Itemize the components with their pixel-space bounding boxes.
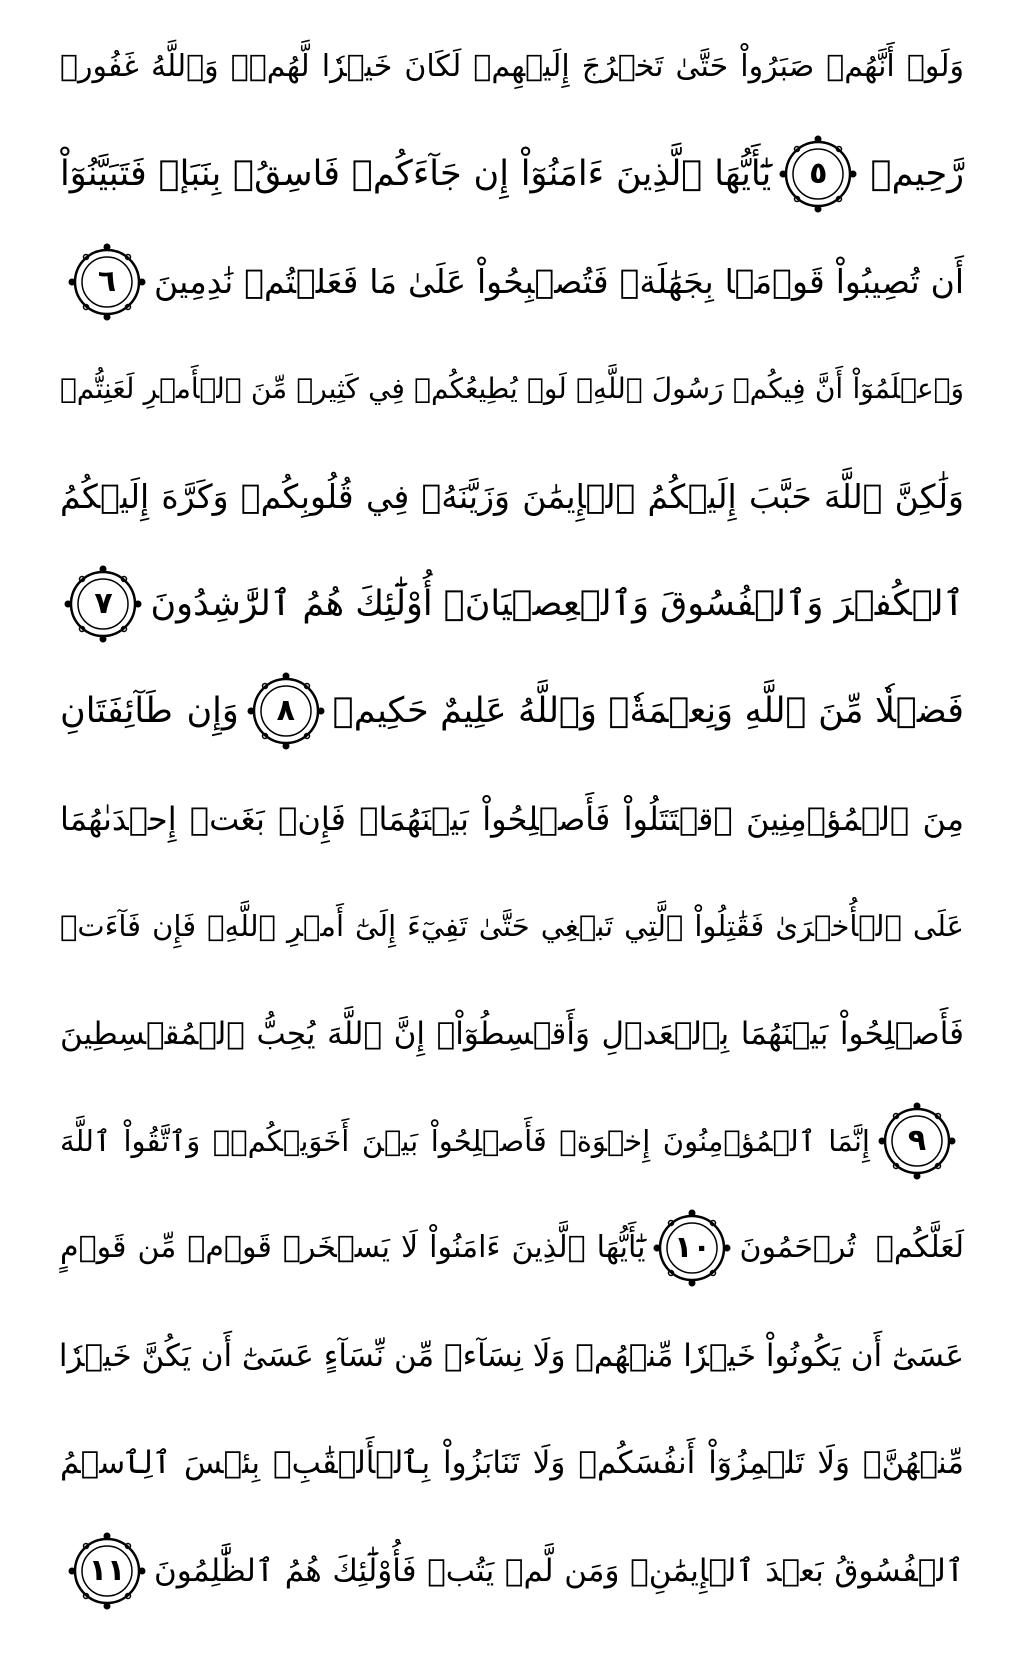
verse-text: لَعَلَّكُمۡ تُرۡحَمُونَ: [739, 1230, 964, 1265]
verse-text: فَضۡلٗا مِّنَ ٱللَّهِ وَنِعۡمَةٗۚ وَٱللَّهُ عَلِيمٌ حَكِيمٞ: [332, 691, 964, 731]
verse-line: [60, 129, 964, 219]
ayah-number-marker: [68, 243, 146, 321]
ayah-number-marker: [878, 1102, 956, 1180]
verse-line: [60, 774, 964, 864]
verse-line: [60, 1311, 964, 1401]
verse-text: إِنَّمَا ٱلۡمُؤۡمِنُونَ إِخۡوَةٞ فَأَصۡلِحُواْ بَيۡنَ أَخَوَيۡكُمۡۚ وَٱتَّقُواْ ٱللَّهَ: [60, 1124, 870, 1158]
ayah-number: ٨: [276, 693, 295, 728]
verse-text: عَسَىٰٓ أَن يَكُونُواْ خَيۡرٗا مِّنۡهُمۡ وَلَا نِسَآءٞ مِّن نِّسَآءٍ عَسَىٰٓ أَن يَكُنَّ خَيۡرٗا: [58, 1338, 964, 1374]
verse-text: مِنَ ٱلۡمُؤۡمِنِينَ ٱقۡتَتَلُواْ فَأَصۡلِحُواْ بَيۡنَهُمَاۖ فَإِنۢ بَغَتۡ إِحۡدَىٰهُمَا: [60, 800, 964, 838]
ayah-number-marker: [64, 565, 142, 643]
verse-text: فَأَصۡلِحُواْ بَيۡنَهُمَا بِٱلۡعَدۡلِ وَأَقۡسِطُوٓاْۖ إِنَّ ٱللَّهَ يُحِبُّ ٱلۡمُقۡسِطِينَ: [60, 1016, 964, 1052]
ayah-number-marker: [68, 1532, 146, 1610]
verse-text: مِّنۡهُنَّۖ وَلَا تَلۡمِزُوٓاْ أَنفُسَكُمۡ وَلَا تَنَابَزُواْ بِٱلۡأَلۡقَٰبِۖ بِئۡسَ ٱلِٱسۡمُ: [60, 1445, 964, 1481]
verse-line: [60, 237, 964, 327]
verse-text: وَإِن طَآئِفَتَانِ: [59, 691, 239, 731]
ayah-number: ٦: [97, 264, 117, 299]
ayah-number: ٥: [809, 156, 828, 191]
verse-line: [60, 344, 964, 434]
ayah-number-marker: [779, 135, 857, 213]
verse-text: يَٰٓأَيُّهَا ٱلَّذِينَ ءَامَنُوٓاْ إِن جَآءَكُمۡ فَاسِقُۢ بِنَبَإٖ فَتَبَيَّنُوٓاْ: [59, 154, 772, 194]
verse-line: [60, 1203, 964, 1293]
verse-text: وَلَوۡ أَنَّهُمۡ صَبَرُواْ حَتَّىٰ تَخۡرُجَ إِلَيۡهِمۡ لَكَانَ خَيۡرٗا لَّهُمۡۚ وَٱللَّهُ غَفُورٞ: [60, 49, 964, 84]
verse-text: ٱلۡفُسُوقُ بَعۡدَ ٱلۡإِيمَٰنِۚ وَمَن لَّمۡ يَتُبۡ فَأُوْلَٰٓئِكَ هُمُ ٱلظَّٰلِمُونَ: [154, 1553, 964, 1589]
verse-line: [60, 666, 964, 756]
verse-line: [60, 559, 964, 649]
verse-line: [60, 1418, 964, 1508]
ayah-number: ١٠: [674, 1230, 711, 1265]
ayah-number: ٩: [907, 1123, 927, 1158]
verse-text: يَٰٓأَيُّهَا ٱلَّذِينَ ءَامَنُواْ لَا يَسۡخَرۡ قَوۡمٞ مِّن قَوۡمٍ: [60, 1230, 646, 1265]
verse-line: [60, 22, 964, 112]
ayah-number-marker: [653, 1209, 731, 1287]
ayah-number-marker: [247, 672, 325, 750]
ayah-number: ١١: [88, 1553, 126, 1588]
ayah-number: ٧: [94, 586, 113, 621]
verse-line: [60, 1096, 964, 1186]
verse-line: [60, 881, 964, 971]
verse-text: رَّحِيمٞ: [870, 154, 964, 194]
verse-text: ٱلۡكُفۡرَ وَٱلۡفُسُوقَ وَٱلۡعِصۡيَانَۚ أُوْلَٰٓئِكَ هُمُ ٱلرَّٰشِدُونَ: [150, 584, 964, 624]
verse-text: وَٱعۡلَمُوٓاْ أَنَّ فِيكُمۡ رَسُولَ ٱللَّهِۚ لَوۡ يُطِيعُكُمۡ فِي كَثِيرٖ مِّنَ ٱلۡأَمۡرِ لَعَنِتُّمۡ: [60, 372, 964, 405]
verse-line: [60, 1526, 964, 1616]
verse-text: عَلَى ٱلۡأُخۡرَىٰ فَقَٰتِلُواْ ٱلَّتِي تَبۡغِي حَتَّىٰ تَفِيٓءَ إِلَىٰٓ أَمۡرِ ٱللَّهِۚ فَإِن فَآءَتۡ: [60, 909, 964, 943]
verse-text: أَن تُصِيبُواْ قَوۡمَۢا بِجَهَٰلَةٖ فَتُصۡبِحُواْ عَلَىٰ مَا فَعَلۡتُمۡ نَٰدِمِينَ: [154, 262, 964, 301]
verse-text: وَلَٰكِنَّ ٱللَّهَ حَبَّبَ إِلَيۡكُمُ ٱلۡإِيمَٰنَ وَزَيَّنَهُۥ فِي قُلُوبِكُمۡ وَكَرَّهَ إِلَيۡكُمُ: [60, 477, 964, 516]
verse-line: [60, 989, 964, 1079]
verse-line: [60, 452, 964, 542]
